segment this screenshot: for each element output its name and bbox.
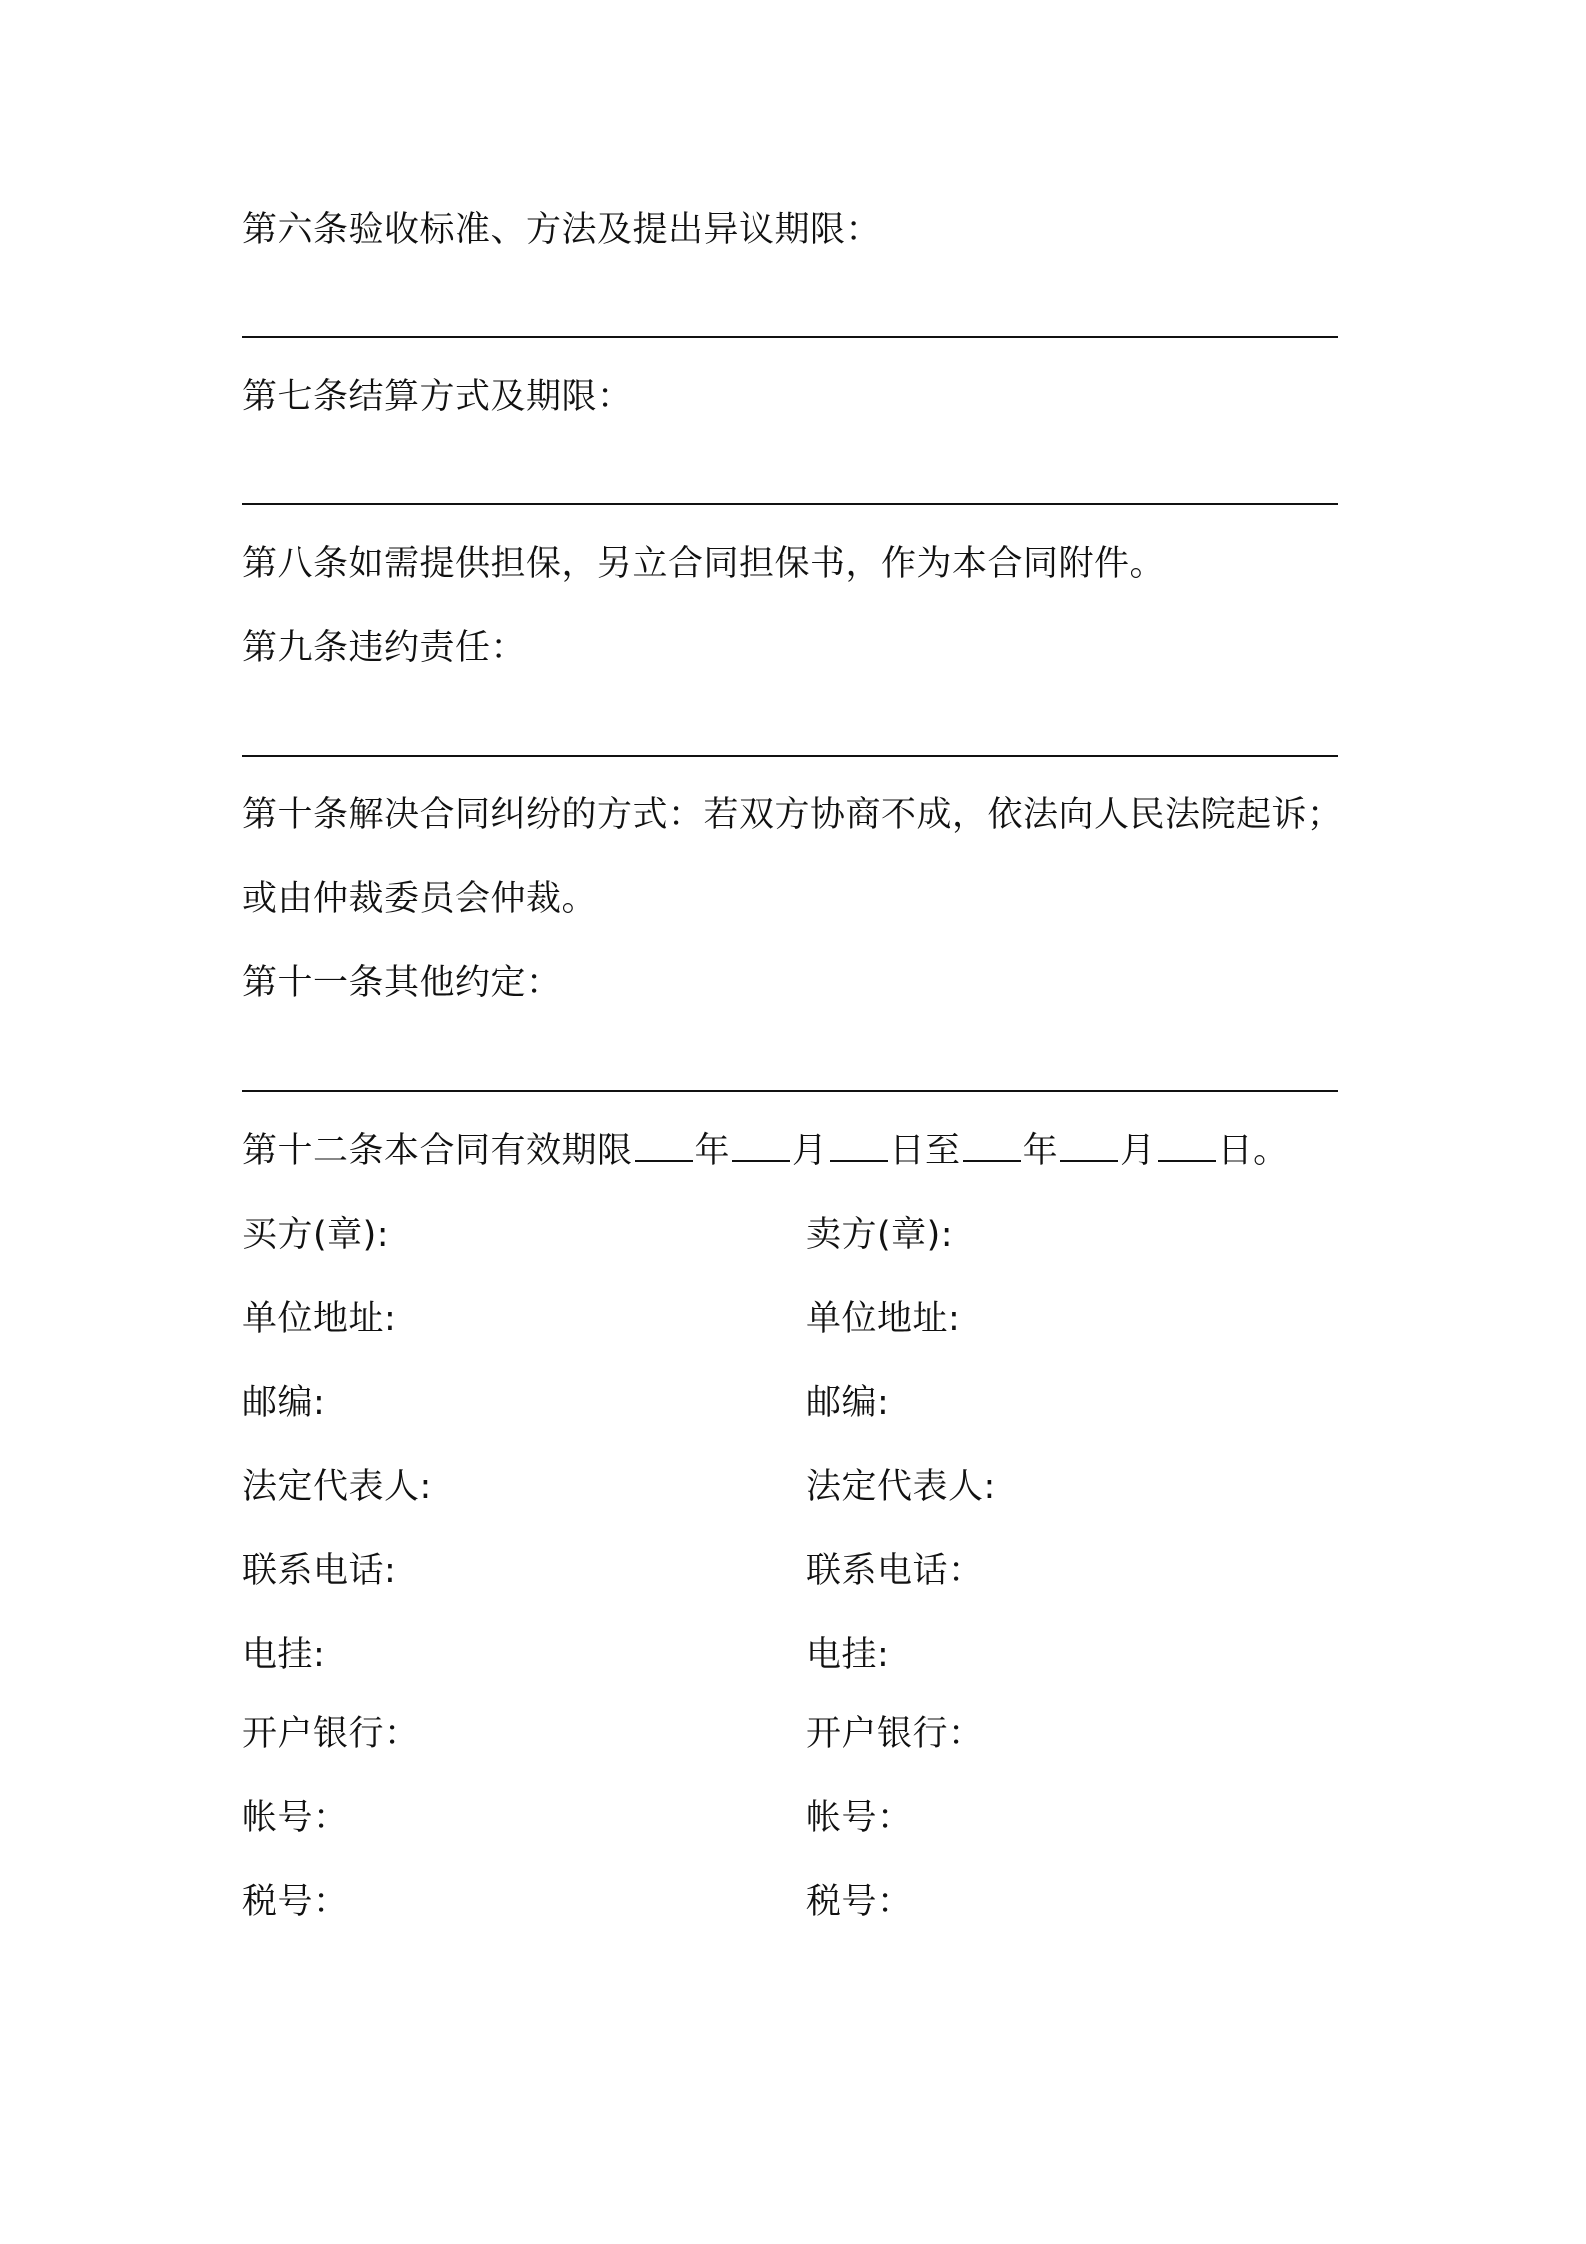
seller-phone-label: 联系电话： (806, 1551, 984, 1591)
buyer-bank-label: 开户银行： (242, 1714, 420, 1754)
buyer-phone-label: 联系电话: (242, 1551, 397, 1591)
clause-9-heading: 第九条违约责任： (242, 628, 527, 668)
clause-10-text-line-1: 第十条解决合同纠纷的方式：若双方协商不成，依法向人民法院起诉； (242, 795, 1343, 835)
end-day-blank (1158, 1128, 1216, 1162)
seller-title: 卖方(章): (806, 1215, 954, 1255)
clause-11-heading: 第十一条其他约定： (242, 963, 562, 1003)
start-day-to-label: 日至 (889, 1131, 961, 1171)
buyer-postcode-label: 邮编: (242, 1383, 326, 1423)
clause-8-text: 第八条如需提供担保，另立合同担保书，作为本合同附件。 (242, 544, 1166, 584)
start-year-blank (635, 1128, 693, 1162)
clause-7-heading: 第七条结算方式及期限： (242, 377, 633, 417)
clause-11-fill-line (242, 1090, 1338, 1092)
start-month-blank (732, 1128, 790, 1162)
seller-telegraph-label: 电挂: (806, 1635, 890, 1675)
buyer-address-label: 单位地址: (242, 1299, 397, 1339)
buyer-tax-id-label: 税号： (242, 1882, 349, 1922)
end-month-label: 月 (1120, 1131, 1156, 1171)
seller-bank-label: 开户银行： (806, 1714, 984, 1754)
clause-10-text-line-2: 或由仲裁委员会仲裁。 (242, 879, 598, 919)
clause-12-validity (242, 1128, 1289, 1173)
seller-tax-id-label: 税号： (806, 1882, 913, 1922)
buyer-representative-label: 法定代表人: (242, 1467, 432, 1507)
buyer-telegraph-label: 电挂: (242, 1635, 326, 1675)
end-year-blank (963, 1128, 1021, 1162)
start-month-label: 月 (792, 1131, 828, 1171)
seller-account-label: 帐号： (806, 1798, 913, 1838)
seller-address-label: 单位地址: (806, 1299, 961, 1339)
clause-12-prefix: 第十二条本合同有效期限 (242, 1131, 633, 1171)
end-year-label: 年 (1022, 1131, 1059, 1171)
clause-9-fill-line (242, 755, 1338, 757)
clause-6-heading: 第六条验收标准、方法及提出异议期限： (242, 210, 882, 250)
seller-representative-label: 法定代表人: (806, 1467, 996, 1507)
start-year-label: 年 (694, 1131, 731, 1171)
clause-6-fill-line (242, 336, 1338, 338)
start-day-blank (830, 1128, 888, 1162)
clause-7-fill-line (242, 503, 1338, 505)
buyer-title: 买方(章): (242, 1215, 390, 1255)
end-month-blank (1060, 1128, 1118, 1162)
buyer-account-label: 帐号： (242, 1798, 349, 1838)
seller-postcode-label: 邮编: (806, 1383, 890, 1423)
end-day-label: 日。 (1217, 1131, 1289, 1171)
